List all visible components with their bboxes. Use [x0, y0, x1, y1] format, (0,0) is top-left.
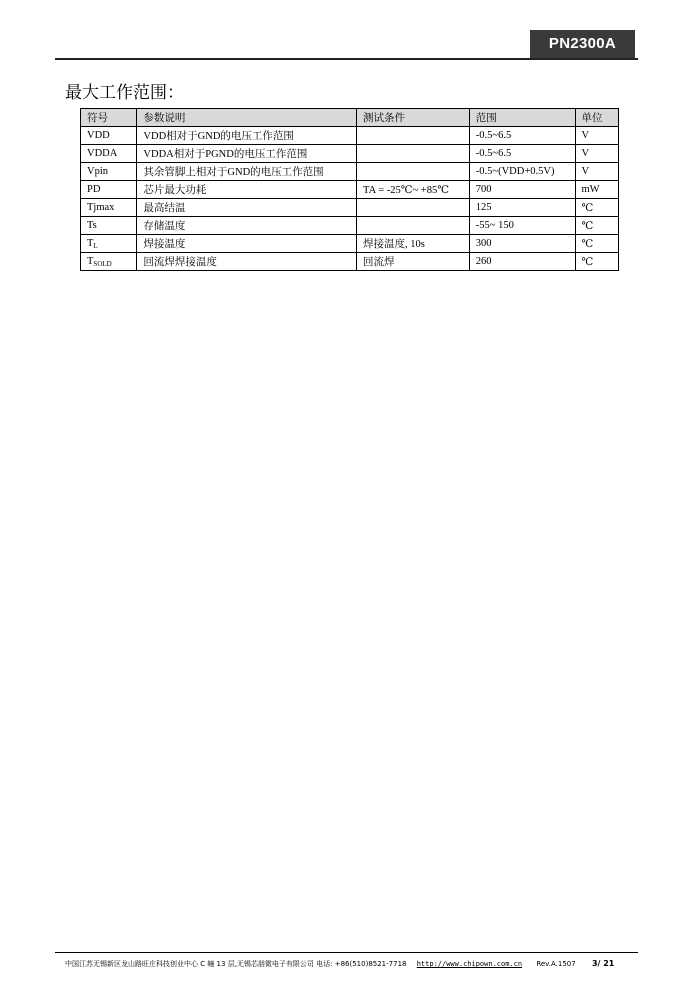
cell-symbol: VDDA — [81, 145, 137, 163]
cell-symbol: Tjmax — [81, 199, 137, 217]
cell-symbol: Vpin — [81, 163, 137, 181]
header-unit: 单位 — [575, 109, 618, 127]
cell-test-condition — [357, 217, 470, 235]
cell-unit: mW — [575, 181, 618, 199]
cell-range: -55~ 150 — [469, 217, 575, 235]
cell-description: VDDA相对于PGND的电压工作范围 — [137, 145, 357, 163]
cell-description: 其余管脚上相对于GND的电压工作范围 — [137, 163, 357, 181]
footer-revision: Rev.A.1507 — [536, 960, 576, 968]
header-test-condition: 测试条件 — [357, 109, 470, 127]
cell-symbol: PD — [81, 181, 137, 199]
cell-range: -0.5~6.5 — [469, 145, 575, 163]
cell-unit: V — [575, 163, 618, 181]
table-row — [81, 235, 619, 253]
cell-test-condition: 焊接温度, 10s — [357, 235, 470, 253]
cell-symbol: $T_{SOLD}$ — [81, 253, 137, 271]
header-description: 参数说明 — [137, 109, 357, 127]
table-row — [81, 199, 619, 217]
cell-range: 125 — [469, 199, 575, 217]
table-row — [81, 145, 619, 163]
table-row — [81, 181, 619, 199]
table-header-row — [81, 109, 619, 127]
cell-description: VDD相对于GND的电压工作范围 — [137, 127, 357, 145]
page-footer — [65, 959, 635, 969]
cell-unit: V — [575, 127, 618, 145]
cell-unit: ℃ — [575, 253, 618, 271]
cell-test-condition: 回流焊 — [357, 253, 470, 271]
cell-test-condition — [357, 163, 470, 181]
cell-description: 芯片最大功耗 — [137, 181, 357, 199]
cell-test-condition — [357, 127, 470, 145]
cell-range: -0.5~(VDD+0.5V) — [469, 163, 575, 181]
cell-test-condition — [357, 145, 470, 163]
header-symbol: 符号 — [81, 109, 137, 127]
footer-divider — [55, 952, 638, 953]
table-row — [81, 217, 619, 235]
cell-test-condition — [357, 199, 470, 217]
footer-address: 中国江苏无锡新区龙山路旺庄科技创业中心 C 幢 13 层,无锡芯朋微电子有限公司 电话: +86(510)8521-7718 — [65, 960, 407, 968]
cell-unit: ℃ — [575, 199, 618, 217]
cell-range: -0.5~6.5 — [469, 127, 575, 145]
cell-range: 260 — [469, 253, 575, 271]
table-row — [81, 127, 619, 145]
cell-unit: ℃ — [575, 235, 618, 253]
section-title: 最大工作范围： — [65, 83, 184, 103]
cell-symbol: VDD — [81, 127, 137, 145]
max-ratings-table — [80, 108, 619, 271]
cell-range: 300 — [469, 235, 575, 253]
header-divider — [55, 58, 638, 60]
cell-range: 700 — [469, 181, 575, 199]
part-number-badge: PN2300A — [530, 30, 635, 58]
cell-description: 存储温度 — [137, 217, 357, 235]
footer-page-number: 3/ 21 — [591, 959, 615, 968]
cell-symbol: Ts — [81, 217, 137, 235]
cell-unit: ℃ — [575, 217, 618, 235]
cell-description: 焊接温度 — [137, 235, 357, 253]
cell-description: 最高结温 — [137, 199, 357, 217]
cell-unit: V — [575, 145, 618, 163]
table-row — [81, 253, 619, 271]
cell-test-condition: TA = -25℃~ +85℃ — [357, 181, 470, 199]
header-range: 范围 — [469, 109, 575, 127]
footer-website-link[interactable]: http://www.chipown.com.cn — [416, 960, 523, 968]
cell-description: 回流焊焊接温度 — [137, 253, 357, 271]
cell-symbol: $T_L$ — [81, 235, 137, 253]
table-row — [81, 163, 619, 181]
